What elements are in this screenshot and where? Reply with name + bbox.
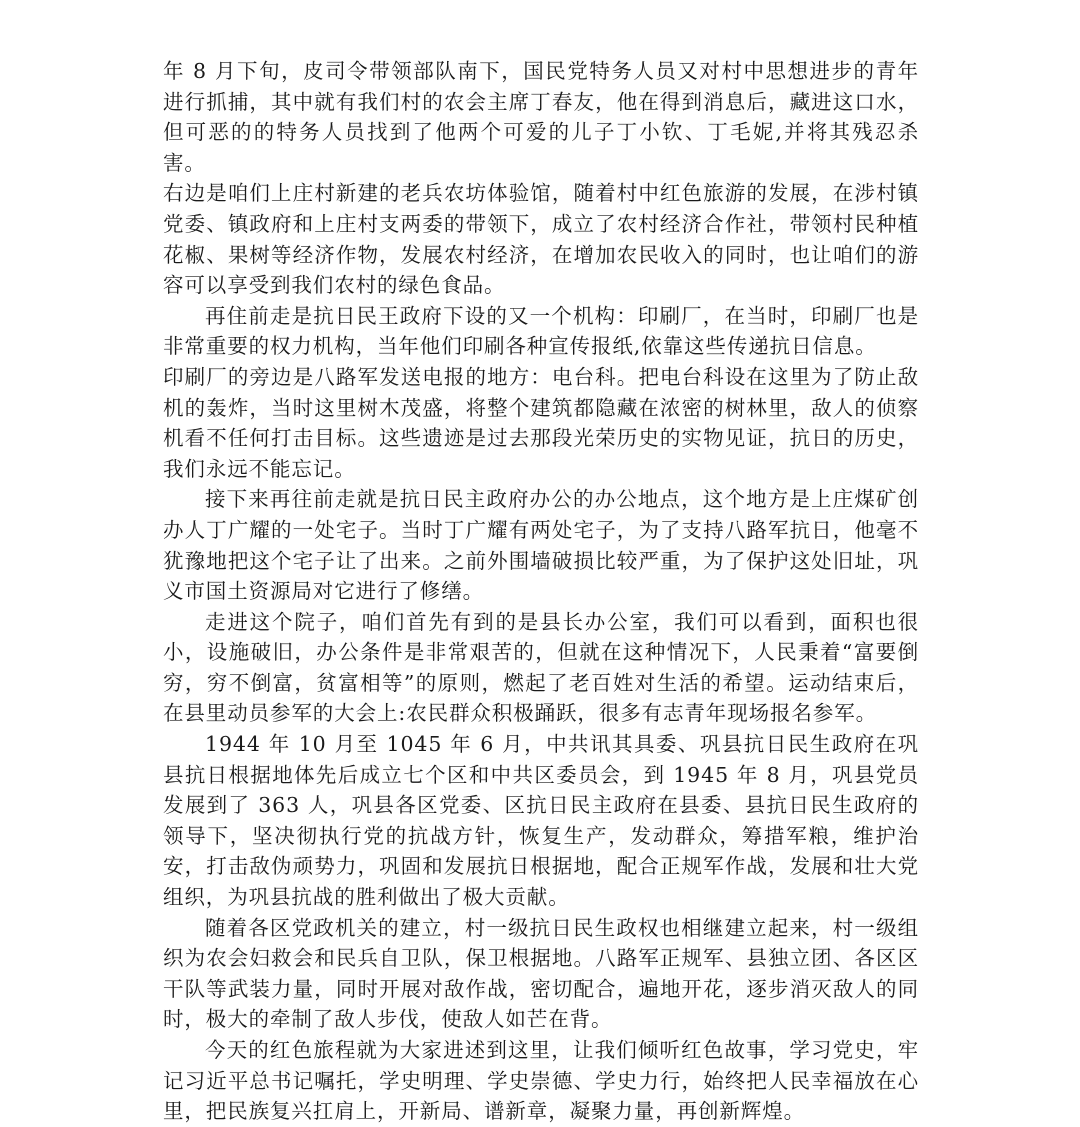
paragraph-5: 接下来再往前走就是抗日民主政府办公的办公地点，这个地方是上庄煤矿创办人丁广耀的一处宅子。当时丁广耀有两处宅子，为了支持八路军抗日，他毫不犹豫地把这个宅子让了出来。之前外围墙破损比较严重，为了保护这处旧址，巩义市国土资源局对它进行了修缮。 — [163, 487, 919, 604]
paragraph-3: 再住前走是抗日民王政府下设的又一个机构：印刷厂，在当时，印刷厂也是非常重要的权力机构，当年他们印刷各种宣传报纸,依靠这些传递抗日信息。 — [163, 303, 919, 359]
paragraph-1: 年 8 月下旬，皮司令带领部队南下，国民党特务人员又对村中思想进步的青年进行抓捕，其中就有我们村的农会主席丁春友，他在得到消息后，藏进这口水，但可恶的的特务人员找到了他两个可爱的儿子丁小钦、丁毛妮,并将其残忍杀害。 — [163, 59, 919, 175]
paragraph-6: 走进这个院子，咱们首先有到的是县长办公室，我们可以看到，面积也很小，设施破旧，办公条件是非常艰苦的，但就在这种情况下，人民秉着“富要倒穷，穷不倒富，贫富相等”的原则，燃起了老百姓对生活的希望。运动结束后，在县里动员参军的大会上:农民群众积极踊跃，很多有志青年现场报名参军。 — [163, 609, 919, 726]
document-page — [163, 56, 919, 1127]
paragraph-4: 印刷厂的旁边是八路军发送电报的地方：电台科。把电台科设在这里为了防止敌机的轰炸，当时这里树木茂盛，将整个建筑都隐藏在浓密的树林里，敌人的侦察机看不任何打击目标。这些遗迹是过去那段光荣历史的实物见证，抗日的历史，我们永远不能忘记。 — [163, 364, 919, 481]
paragraph-9: 今天的红色旅程就为大家进述到这里，让我们倾听红色故事，学习党史，牢记习近平总书记嘱托，学史明理、学史崇德、学史力行，始终把人民幸福放在心里，把民族复兴扛肩上，开新局、谱新章，凝聚力量，再创新辉煌。 — [163, 1038, 919, 1124]
paragraph-7: 1944 年 10 月至 1045 年 6 月，中共讯其具委、巩县抗日民生政府在巩县抗日根据地体先后成立七个区和中共区委员会，到 1945 年 8 月，巩县党员发展到了 363 人，巩县各区党委、区抗日民主政府在县委、县抗日民生政府的领导下，坚决彻执行党的抗战方针，恢复生产，发动群众，筹措军粮，维护治安，打击敌伪顽势力，巩固和发展抗日根据地，配合正规军作战，发展和壮大党组织，为巩县抗战的胜利做出了极大贡献。 — [163, 732, 919, 910]
paragraph-2: 右边是咱们上庄村新建的老兵农坊体验馆，随着村中红色旅游的发展，在涉村镇党委、镇政府和上庄村支两委的带领下，成立了农村经济合作社，带领村民种植花椒、果树等经济作物，发展农村经济，在增加农民收入的同时，也让咱们的游容可以享受到我们农村的绿色食品。 — [163, 181, 919, 298]
paragraph-8: 随着各区党政机关的建立，村一级抗日民生政权也相继建立起来，村一级组织为农会妇救会和民兵自卫队，保卫根据地。八路军正规军、县独立团、各区区干队等武装力量，同时开展对敌作战，密切配合，遍地开花，逐步消灭敌人的同时，极大的牵制了敌人步伐，使敌人如芒在背。 — [163, 915, 919, 1032]
